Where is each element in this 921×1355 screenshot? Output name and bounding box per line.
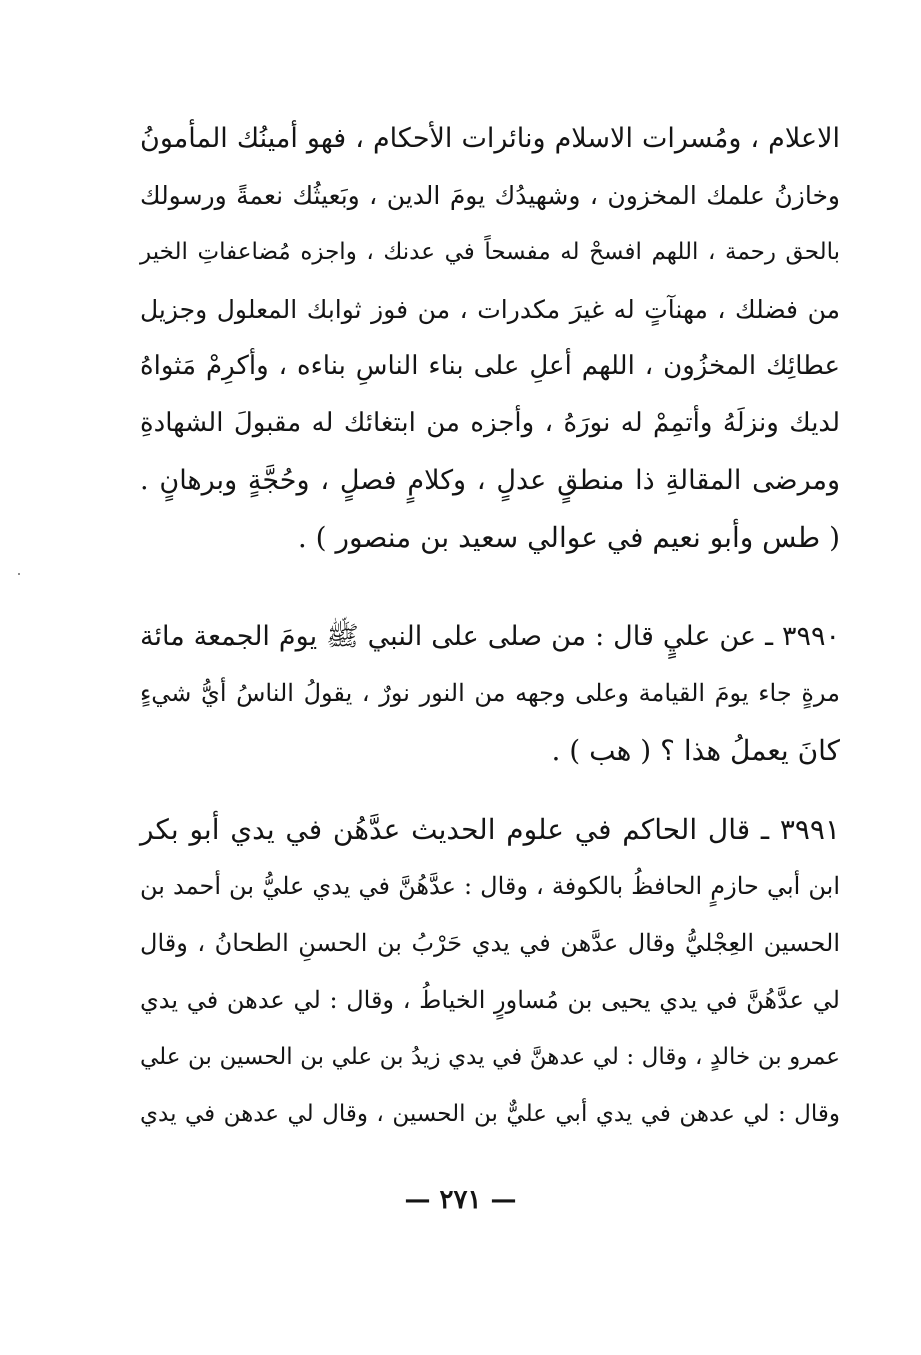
text-line: مرةٍ جاء يومَ القيامة وعلى وجهه من النور نورٌ ، يقولُ الناسُ أيُّ شيءٍ [140, 679, 840, 707]
text-line: وخازنُ علمك المخزون ، وشهيدُك يومَ الدين ، وبَعيثُك نعمةً ورسولك [140, 181, 840, 210]
text-line: لي عدَّهُنَّ في يدي يحيى بن مُساورٍ الخياطُ ، وقال : لي عدهن في يدي [140, 986, 840, 1014]
page-number: — ٢٧١ — [404, 1185, 517, 1215]
text-line: الاعلام ، ومُسرات الاسلام ونائرات الأحكام ، فهو أمينُك المأمونُ [140, 123, 840, 154]
text-line: ومرضى المقالةِ ذا منطقٍ عدلٍ ، وكلامٍ فصلٍ ، وحُجَّةٍ وبرهانٍ . [140, 465, 840, 496]
text-line: بالحق رحمة ، اللهم افسحْ له مفسحاً في عدنك ، واجزه مُضاعفاتِ الخير [140, 239, 840, 265]
hadith-3990 [140, 608, 840, 779]
text-line: من فضلك ، مهنآتٍ له غيرَ مكدرات ، من فوز ثوابك المعلول وجزيل [140, 295, 840, 324]
scan-speck [18, 573, 20, 575]
source-citation: ( طس وأبو نعيم في عوالي سعيد بن منصور ) . [297, 521, 840, 554]
text-line: الحسين العِجْليُّ وقال عدَّهن في يدي حَرْبُ بن الحسنِ الطحانُ ، وقال [140, 929, 841, 957]
text-line: ابن أبي حازمٍ الحافظُ بالكوفة ، وقال : عدَّهُنَّ في يدي عليُّ بن أحمد بن [140, 872, 840, 900]
text-line: لديك ونزلَهُ وأتمِمْ له نورَهُ ، وأجزه من ابتغائك له مقبولَ الشهادةِ [140, 408, 840, 438]
text-line: عطائِك المخزُون ، اللهم أعلِ على بناء الناسِ بناءه ، وأكرِمْ مَثواهُ [140, 351, 840, 381]
hadith-3991 [140, 801, 840, 1143]
text-line: عمرو بن خالدٍ ، وقال : لي عدهنَّ في يدي زيدُ بن علي بن الحسين بن علي [140, 1044, 840, 1070]
paragraph-1 [140, 110, 840, 566]
text-line: ٣٩٩١ ـ قال الحاكم في علوم الحديث عدَّهُن في يدي أبو بكر [140, 813, 840, 846]
text-line: كانَ يعملُ هذا ؟ ( هب ) . [551, 734, 840, 767]
text-line: ٣٩٩٠ ـ عن عليٍ قال : من صلى على النبي ﷺ يومَ الجمعة مائة [140, 621, 840, 652]
text-line: وقال : لي عدهن في يدي أبي عليٌّ بن الحسين ، وقال لي عدهن في يدي [140, 1101, 840, 1127]
